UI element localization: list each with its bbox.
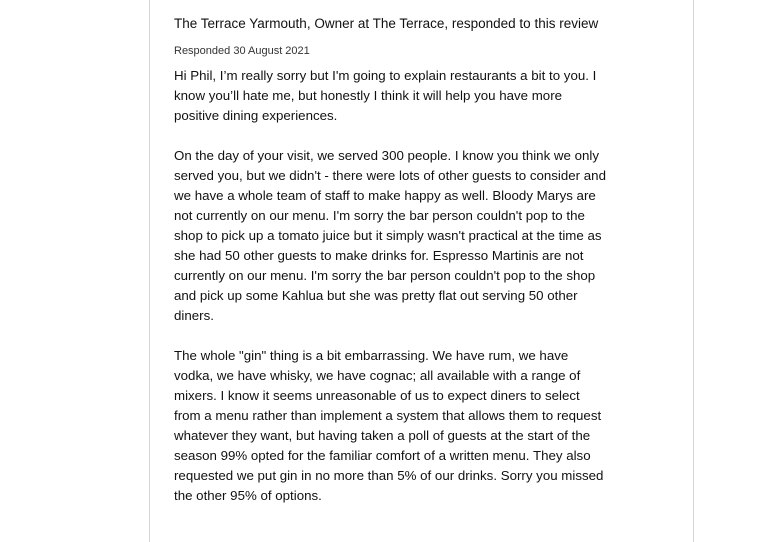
review-panel: [149, 0, 694, 542]
owner-response: [174, 14, 610, 526]
response-paragraph: Hi Phil, I’m really sorry but I'm going to explain restaurants a bit to you. I know you’ll hate me, but honestly I think it will help you have more positive dining experiences.: [174, 68, 597, 123]
response-date: Responded 30 August 2021: [174, 45, 310, 57]
response-body: [174, 66, 610, 506]
response-paragraph: On the day of your visit, we served 300 people. I know you think we only served you, but we didn't - there were lots of other guests to consider and we have a whole team of staff to make happy as well. Bloody Marys are not currently on our menu. I'm sorry the bar person couldn't pop to the shop to pick up a tomato juice but it simply wasn't practical at the time as she had 50 other guests to make drinks for. Espresso Martinis are not currently on our menu. I'm sorry the bar person couldn't pop to the shop and pick up some Kahlua but she was pretty flat out serving 50 other diners.: [174, 148, 606, 323]
response-paragraph: The whole "gin" thing is a bit embarrassing. We have rum, we have vodka, we have whisky, we have cognac; all available with a range of mixers. I know it seems unreasonable of us to expect diners to select from a menu rather than implement a system that allows them to request whatever they want, but having taken a poll of guests at the start of the season 99% opted for the familiar comfort of a written menu. They also requested we put gin in no more than 5% of our drinks. Sorry you missed the other 95% of options.: [174, 348, 604, 503]
responder-heading: The Terrace Yarmouth, Owner at The Terrace, responded to this review: [174, 16, 599, 31]
